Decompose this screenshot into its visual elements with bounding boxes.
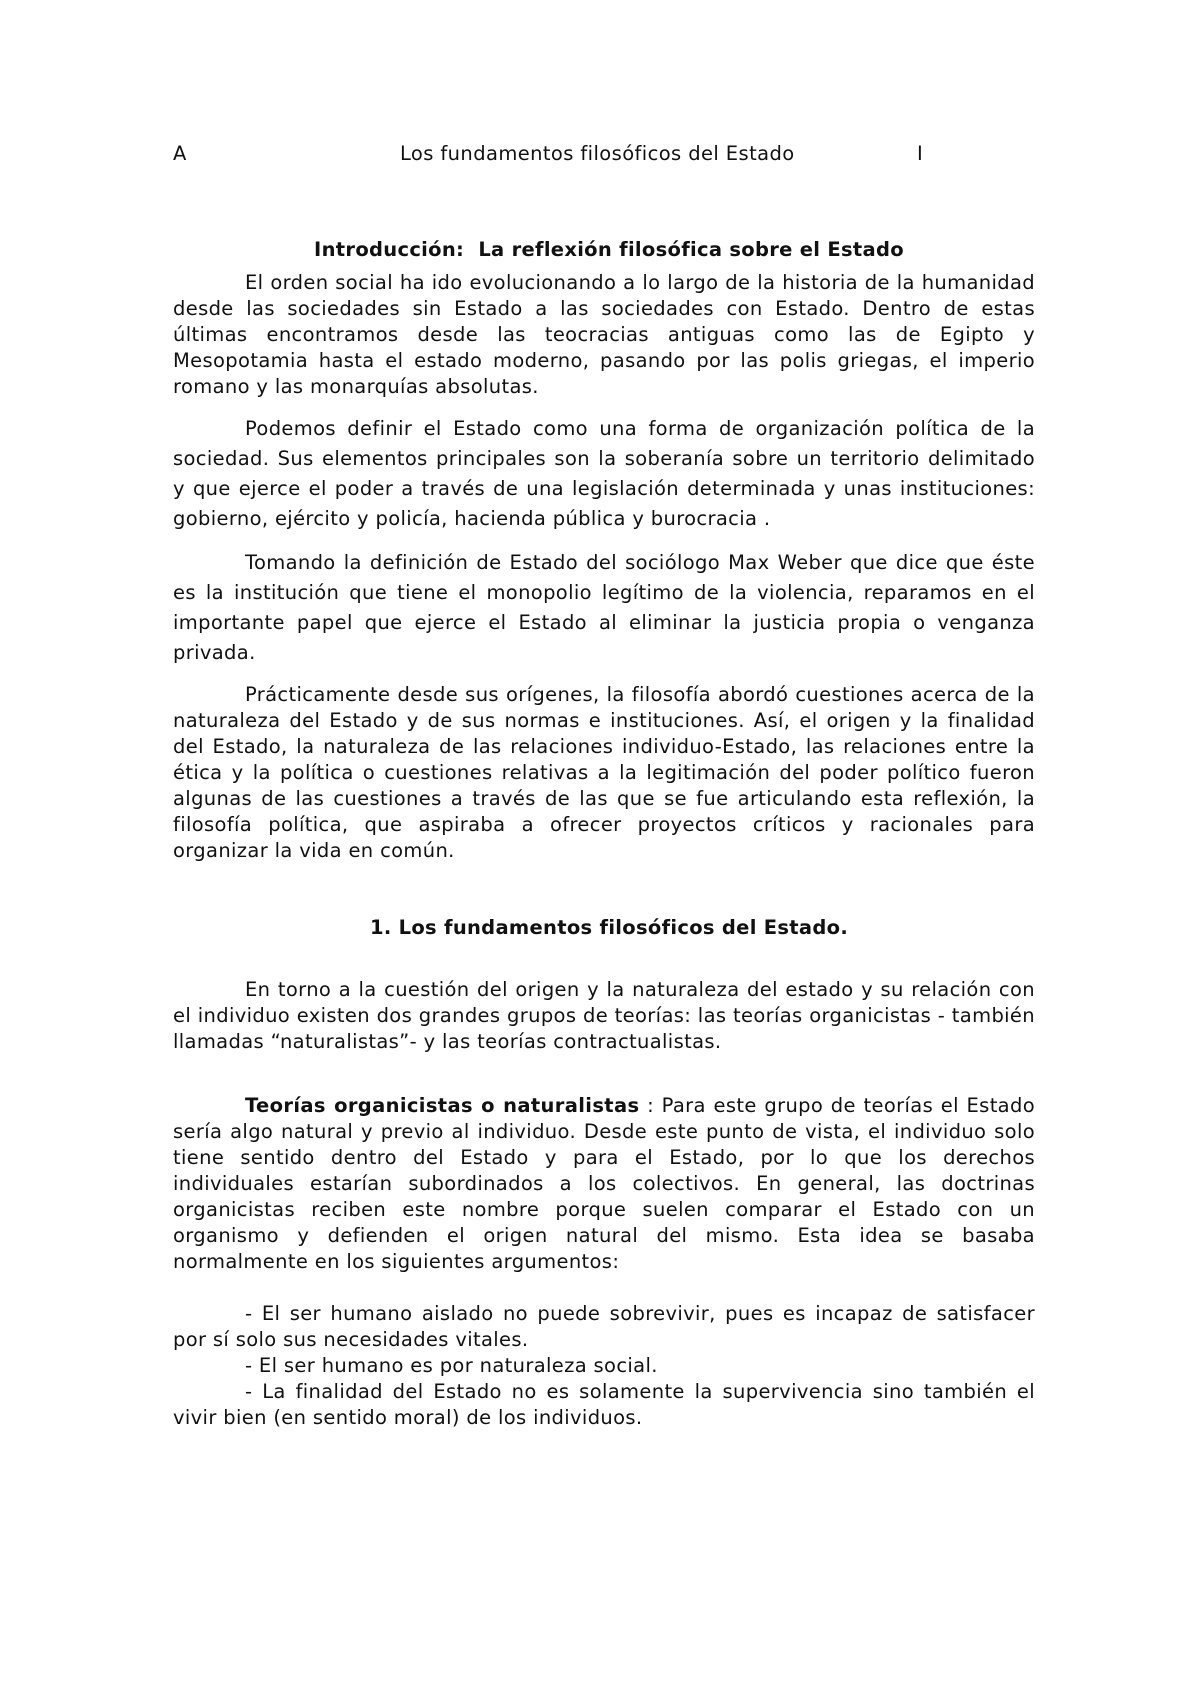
intro-paragraph: Prácticamente desde sus orígenes, la filosofía abordó cuestiones acerca de la naturaleza del Estado y de sus normas e instituciones. Así, el origen y la finalidad del Estado, la naturaleza de las relaciones individuo-Estado, las relaciones entre la ética y la política o cuestiones relativas a la legitimación del poder político fueron algunas de las cuestiones a través de las que se fue articulando esta reflexión, la filosofía política, que aspiraba a ofrecer proyectos críticos y racionales para organizar la vida en común.	[173, 683, 1035, 862]
section-paragraph: En torno a la cuestión del origen y la naturaleza del estado y su relación con el individuo existen dos grandes grupos de teorías: las teorías organicistas - también llamadas “naturalistas”- y las teorías contractualistas.	[173, 978, 1035, 1053]
running-header	[173, 138, 1035, 168]
organicist-text: : Para este grupo de teorías el Estado sería algo natural y previo al individuo. Desde este punto de vista, el individuo solo tiene sentido dentro del Estado y para el Estado, por lo que los derechos individuales estarían subordinados a los colectivos. En general, las doctrinas organicistas reciben este nombre porque suelen comparar el Estado con un organismo y defienden el origen natural del mismo. Esta idea se basaba normalmente en los siguientes argumentos:	[173, 1094, 1035, 1273]
header-letter: A	[173, 142, 187, 165]
section-heading: 1. Los fundamentos filosóficos del Estado.	[369, 916, 849, 939]
intro-heading: Introducción: La reflexión filosófica sobre el Estado	[314, 238, 904, 261]
organicist-paragraph	[173, 1093, 1035, 1275]
intro-paragraph: Tomando la definición de Estado del sociólogo Max Weber que dice que éste es la institución que tiene el monopolio legítimo de la violencia, reparamos en el importante papel que ejerce el Estado al eliminar la justicia propia o venganza privada.	[173, 551, 1035, 664]
argument-item: - La finalidad del Estado no es solamente la supervivencia sino también el vivir bien (en sentido moral) de los individuos.	[173, 1380, 1035, 1429]
argument-item: - El ser humano aislado no puede sobrevivir, pues es incapaz de satisfacer por sí solo sus necesidades vitales.	[173, 1302, 1035, 1351]
arguments-list	[173, 1301, 1035, 1431]
argument-item: - El ser humano es por naturaleza social.	[245, 1354, 658, 1377]
document-page	[173, 138, 1035, 1431]
intro-paragraph: Podemos definir el Estado como una forma de organización política de la sociedad. Sus elementos principales son la soberanía sobre un territorio delimitado y que ejerce el poder a través de una legislación determinada y unas instituciones: gobierno, ejército y policía, hacienda pública y burocracia .	[173, 417, 1035, 530]
intro-paragraph: El orden social ha ido evolucionando a lo largo de la historia de la humanidad desde las sociedades sin Estado a las sociedades con Estado. Dentro de estas últimas encontramos desde las teocracias antiguas como las de Egipto y Mesopotamia hasta el estado moderno, pasando por las polis griegas, el imperio romano y las monarquías absolutas.	[173, 271, 1035, 398]
header-title: Los fundamentos filosóficos del Estado	[400, 142, 795, 165]
organicist-lead: Teorías organicistas o naturalistas	[245, 1094, 640, 1117]
header-roman-numeral: I	[917, 142, 924, 165]
